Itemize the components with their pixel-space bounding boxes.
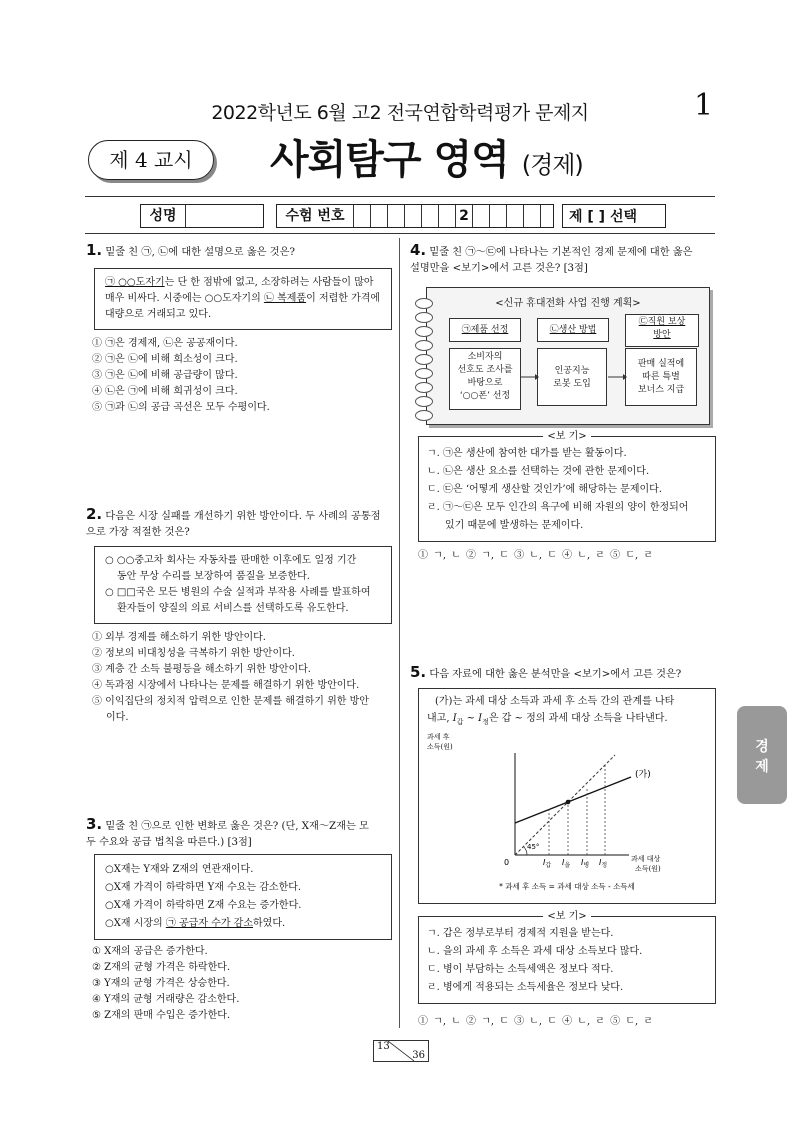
- q5-desc2-a: 내고,: [427, 713, 453, 724]
- digit-cell[interactable]: [439, 205, 456, 227]
- q4-stem-1: 밑줄 친 ㉠～㉢에 나타나는 기본적인 경제 문제에 대한 옳은: [429, 247, 693, 258]
- q3-condition-4: [105, 915, 381, 933]
- q1-passage-text: 는 단 한 점밖에 없고, 소장하려는 사람들이 많아 매우 비싸다. 시중에는 ○○도자기의: [105, 277, 374, 304]
- q4-bogi-item: ㄹ. ㉠～㉢은 모두 인간의 욕구에 비해 자원의 양이 한정되어: [427, 502, 689, 513]
- q3-choice-3[interactable]: ③ Y재의 균형 가격은 상승한다.: [92, 978, 230, 989]
- q5-bogi: [418, 911, 716, 1004]
- q5-desc2-sub2: 정: [482, 718, 489, 726]
- info-rule: [85, 233, 715, 234]
- header-rule: [85, 196, 715, 197]
- exam-number-box: [276, 204, 554, 228]
- q2-case-1-cont: 동안 무상 수리를 보장하여 품질을 보증한다.: [117, 571, 310, 582]
- subject-side-tab: [737, 706, 787, 804]
- q3-cond4-c: 하였다.: [253, 918, 286, 929]
- q5-number: 5.: [410, 663, 427, 681]
- question-2: [86, 506, 392, 541]
- q1-underline-a: ㉠ ○○도자기: [105, 277, 165, 288]
- name-box: [140, 204, 264, 228]
- digit-cell[interactable]: [371, 205, 388, 227]
- origin-label: 0: [504, 858, 510, 867]
- q2-case-1: ○ ○○중고차 회사는 자동차를 판매한 이후에도 일정 기간: [105, 555, 357, 566]
- q5-figure-box: [418, 688, 716, 904]
- column-divider: [399, 238, 400, 1028]
- plan-c3-line: 보너스 지급: [637, 385, 685, 395]
- q4-stem-2: 설명만을 <보기>에서 고른 것은? [3점]: [410, 263, 588, 274]
- exam-title: 2022학년도 6월 고2 전국연합학력평가 문제지: [211, 102, 589, 124]
- tick-label-jeong: $I_정$: [599, 858, 608, 869]
- q4-bogi-title-text: <보 기>: [543, 431, 590, 442]
- q3-number: 3.: [86, 815, 103, 833]
- plan-c1-line: ‘○○폰’ 선정: [459, 391, 511, 401]
- angle-label: 45°: [527, 843, 540, 851]
- q4-bogi: [418, 431, 716, 542]
- question-4: [410, 242, 720, 277]
- page-number: 1: [694, 88, 714, 123]
- q2-choice-3[interactable]: ③ 계층 간 소득 불평등을 해소하기 위한 방안이다.: [92, 664, 311, 675]
- q2-stem-2: 으로 가장 적절한 것은?: [86, 527, 190, 538]
- q4-bogi-item: ㄴ. ㉡은 생산 요소를 선택하는 것에 관한 문제이다.: [427, 466, 650, 477]
- q5-desc2-i2: I: [478, 713, 483, 724]
- question-3: [86, 816, 392, 851]
- tick-label-eul: $I_을$: [562, 858, 571, 869]
- q3-condition-2: ○X재 가격이 하락하면 Y재 수요는 감소한다.: [105, 882, 302, 893]
- q1-choice-1[interactable]: ① ㉠은 경제재, ㉡은 공공재이다.: [92, 338, 238, 349]
- page-total: 36: [412, 1050, 425, 1061]
- q1-number: 1.: [86, 241, 103, 259]
- q1-choice-3[interactable]: ③ ㉠은 ㉡에 비해 공급량이 많다.: [92, 370, 238, 381]
- q1-choice-4[interactable]: ④ ㉡은 ㉠에 비해 희귀성이 크다.: [92, 386, 238, 397]
- digit-cell[interactable]: [422, 205, 439, 227]
- y-axis-label-1: 과세 후: [427, 733, 450, 741]
- digit-cell-fixed: 2: [456, 205, 473, 227]
- q5-desc2-i: I: [452, 713, 457, 724]
- plan-header-3-line1: ㉢직원 보상: [638, 317, 686, 327]
- q3-choice-1[interactable]: ① X재의 공급은 증가한다.: [92, 946, 208, 957]
- plan-c1-line: 선호도 조사를: [457, 365, 513, 375]
- side-tab-char-2: 제: [755, 759, 769, 775]
- q2-choices: [92, 630, 398, 726]
- q1-choice-2[interactable]: ② ㉠은 ㉡에 비해 희소성이 크다.: [92, 354, 238, 365]
- q5-bogi-item: ㄹ. 병에게 적용되는 소득세율은 정보다 낮다.: [427, 982, 624, 993]
- subject-title: [270, 128, 583, 185]
- q3-choices: [92, 944, 392, 1024]
- plan-c1-line: 바탕으로: [467, 378, 503, 388]
- q1-underline-b: ㉡ 복제품: [263, 293, 307, 304]
- q1-passage-text-end: 이 저렴한 가격에 대량으로 거래되고 있다.: [105, 293, 381, 320]
- q2-choice-2[interactable]: ② 정보의 비대칭성을 극복하기 위한 방안이다.: [92, 648, 295, 659]
- arrow-head: [623, 374, 627, 380]
- plan-c2-line: 인공지능: [554, 366, 590, 376]
- plan-header-2-text: ㉡생산 방법: [549, 325, 597, 335]
- q2-choice-5[interactable]: ⑤ 이익집단의 정치적 압력으로 인한 문제를 해결하기 위한 방안: [92, 696, 369, 707]
- subject-main: 사회탐구 영역: [270, 137, 509, 183]
- plan-arrows: [427, 288, 709, 424]
- q5-bogi-title-text: <보 기>: [543, 911, 590, 922]
- digit-cell[interactable]: [524, 205, 541, 227]
- x-axis-label-1: 과세 대상: [631, 855, 661, 863]
- plan-c2-line: 로봇 도입: [553, 379, 591, 389]
- digit-cell[interactable]: [388, 205, 405, 227]
- q5-bogi-item: ㄴ. 을의 과세 후 소득은 과세 대상 소득보다 많다.: [427, 946, 643, 957]
- digit-cell[interactable]: [405, 205, 422, 227]
- tick-label-gap: $I_갑$: [543, 858, 552, 869]
- name-label: 성명: [141, 205, 186, 227]
- digit-cell[interactable]: [490, 205, 507, 227]
- q2-number: 2.: [86, 505, 103, 523]
- side-tab-char-1: 경: [755, 739, 769, 755]
- page-counter: [373, 1040, 429, 1062]
- plan-header-3-line2: 방안: [653, 330, 671, 340]
- graph-note: * 과세 후 소득 = 과세 대상 소득 - 소득세: [499, 882, 635, 891]
- q2-choice-4[interactable]: ④ 독과점 시장에서 나타나는 문제를 해결하기 위한 방안이다.: [92, 680, 360, 691]
- tick-label-byeong: $I_병$: [581, 858, 590, 869]
- x-axis-label-2: 소득(원): [635, 865, 661, 873]
- plan-title: <신규 휴대전화 사업 진행 계획>: [495, 298, 641, 309]
- q3-condition-1: ○X재는 Y재와 Z재의 연관재이다.: [105, 864, 254, 875]
- y-axis-label-2: 소득(원): [427, 743, 453, 751]
- q5-stem: 다음 자료에 대한 옳은 분석만을 <보기>에서 고른 것은?: [429, 669, 682, 680]
- q3-cond4-a: ○X재 시장의: [105, 918, 166, 929]
- q5-bogi-item: ㄱ. 갑은 정부로부터 경제적 지원을 받는다.: [427, 928, 614, 939]
- q2-case-2: ○ □□국은 모든 병원의 수술 실적과 부작용 사례를 발표하여: [105, 587, 371, 598]
- q3-condition-3: ○X재 가격이 하락하면 Z재 수요는 증가한다.: [105, 900, 302, 911]
- plan-c3-line: 판매 실적에: [637, 359, 685, 369]
- q2-passage: [94, 546, 392, 624]
- q4-answer-options[interactable]: ① ㄱ, ㄴ ② ㄱ, ㄷ ③ ㄴ, ㄷ ④ ㄴ, ㄹ ⑤ ㄷ, ㄹ: [418, 550, 653, 561]
- business-plan-figure: [426, 287, 710, 425]
- q5-bogi-item: ㄷ. 병이 부담하는 소득세액은 정보다 적다.: [427, 964, 614, 975]
- q4-bogi-item: ㄱ. ㉠은 생산에 참여한 대가를 받는 활동이다.: [427, 448, 627, 459]
- q2-choice-1[interactable]: ① 외부 경제를 해소하기 위한 방안이다.: [92, 632, 266, 643]
- q2-case-2-cont: 환자들이 양질의 의료 서비스를 선택하도록 유도한다.: [117, 603, 349, 614]
- series-ga-line: [515, 777, 631, 823]
- q5-desc2-end: 은 갑 ~ 정의 과세 대상 소득을 나타낸다.: [488, 713, 668, 724]
- page-current: 13: [377, 1041, 390, 1052]
- q3-choice-5[interactable]: ⑤ Z재의 판매 수입은 증가한다.: [92, 1010, 231, 1021]
- plan-c1-line: 소비자의: [467, 352, 503, 362]
- q3-choice-4[interactable]: ④ Y재의 균형 거래량은 감소한다.: [92, 994, 240, 1005]
- q4-number: 4.: [410, 241, 427, 259]
- question-5: [410, 664, 720, 683]
- period-badge: 제 4 교시: [88, 140, 214, 180]
- q3-cond4-underline: ㉠ 공급자 수가 감소: [165, 918, 253, 929]
- q5-desc-line1: (가)는 과세 대상 소득과 과세 후 소득 간의 관계를 나타: [435, 696, 675, 707]
- q1-stem: 밑줄 친 ㉠, ㉡에 대한 설명으로 옳은 것은?: [105, 247, 295, 258]
- series-label: (가): [635, 770, 651, 780]
- digit-cell[interactable]: [473, 205, 490, 227]
- arrow-head: [535, 374, 539, 380]
- q5-desc-line2: [427, 710, 711, 731]
- q5-desc2-tilde: ~: [463, 713, 479, 724]
- q3-choice-2[interactable]: ② Z재의 균형 가격은 하락한다.: [92, 962, 231, 973]
- q1-choice-5[interactable]: ⑤ ㉠과 ㉡의 공급 곡선은 모두 수평이다.: [92, 402, 270, 413]
- q3-stem-1: 밑줄 친 ㉠으로 인한 변화로 옳은 것은? (단, X재～Z재는 모: [105, 821, 369, 832]
- q3-stem-2: 두 수요와 공급 법칙을 따른다.) [3점]: [86, 837, 252, 848]
- 45-degree-line: [515, 755, 615, 855]
- q5-desc2-sub1: 갑: [456, 718, 464, 726]
- subject-sub: (경제): [521, 151, 583, 179]
- q5-bogi-title: [419, 908, 715, 926]
- q1-passage: [94, 268, 392, 330]
- q2-choice-5-cont: 이다.: [106, 712, 129, 723]
- q3-passage: [94, 854, 392, 940]
- q1-choices: [92, 336, 392, 416]
- plan-header-1-text: ㉠제품 선정: [461, 325, 509, 335]
- digit-cell[interactable]: [354, 205, 371, 227]
- q5-answer-options[interactable]: ① ㄱ, ㄴ ② ㄱ, ㄷ ③ ㄴ, ㄷ ④ ㄴ, ㄹ ⑤ ㄷ, ㄹ: [418, 1016, 653, 1027]
- q2-stem-1: 다음은 시장 실패를 개선하기 위한 방안이다. 두 사례의 공통점: [105, 511, 381, 522]
- q4-bogi-title: [419, 428, 715, 446]
- digit-cell[interactable]: [507, 205, 524, 227]
- question-1: [86, 242, 392, 261]
- q4-bogi-item: ㄷ. ㉢은 ‘어떻게 생산할 것인가’에 해당하는 문제이다.: [427, 484, 662, 495]
- select-box[interactable]: 제 [ ] 선택: [562, 204, 666, 228]
- q4-bogi-item-cont: 있기 때문에 발생하는 문제이다.: [445, 520, 584, 531]
- plan-c3-line: 따른 특별: [642, 372, 680, 382]
- q5-description: [427, 693, 711, 731]
- q5-graph: [419, 729, 715, 901]
- exam-number-label: 수험 번호: [277, 205, 354, 227]
